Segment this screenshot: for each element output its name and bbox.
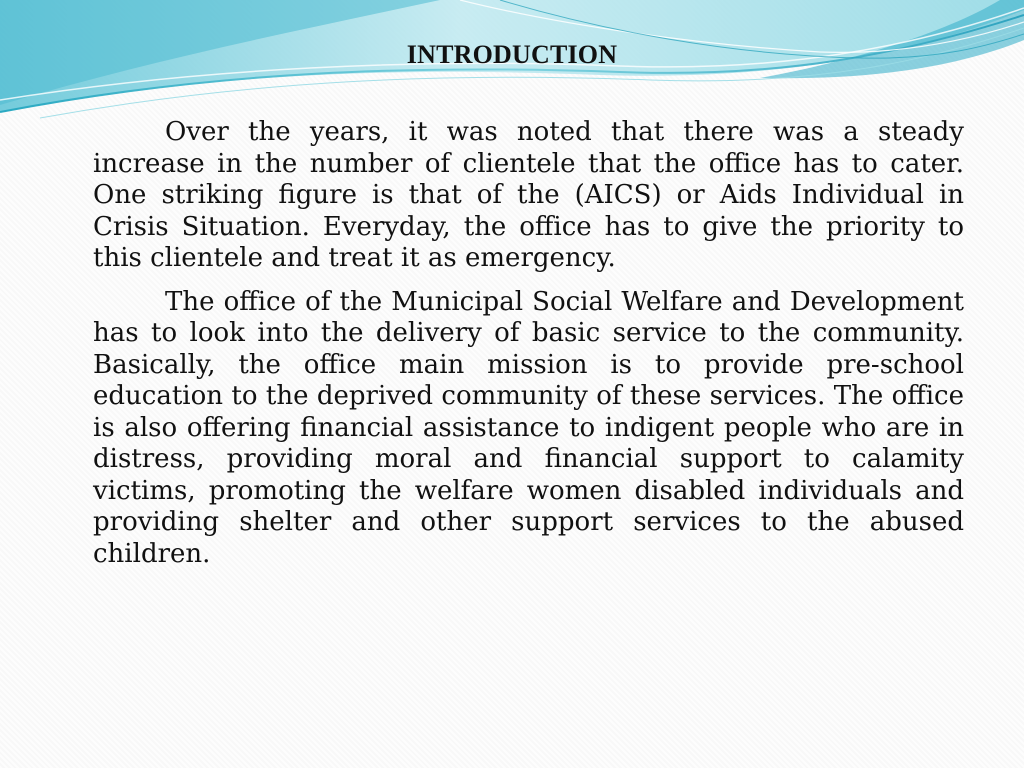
paragraph-1: Over the years, it was noted that there was a steady increase in the number of clientele that the office has to cater. One striking figure is that of the (AICS) or Aids Individual in Crisis Situation. Everyday, the office has to give the priority to this clientele and treat it as emergency. [93,117,964,273]
paragraph-2: The office of the Municipal Social Welfare and Development has to look into the delivery of basic service to the community. Basically, the office main mission is to provide pre-school education to the deprived community of these services. The office is also offering financial assistance to indigent people who are in distress, providing moral and financial support to calamity victims, promoting the welfare women disabled individuals and providing shelter and other support services to the abused children. [93,286,964,569]
slide-body [93,117,964,582]
slide-title: INTRODUCTION [406,40,618,69]
